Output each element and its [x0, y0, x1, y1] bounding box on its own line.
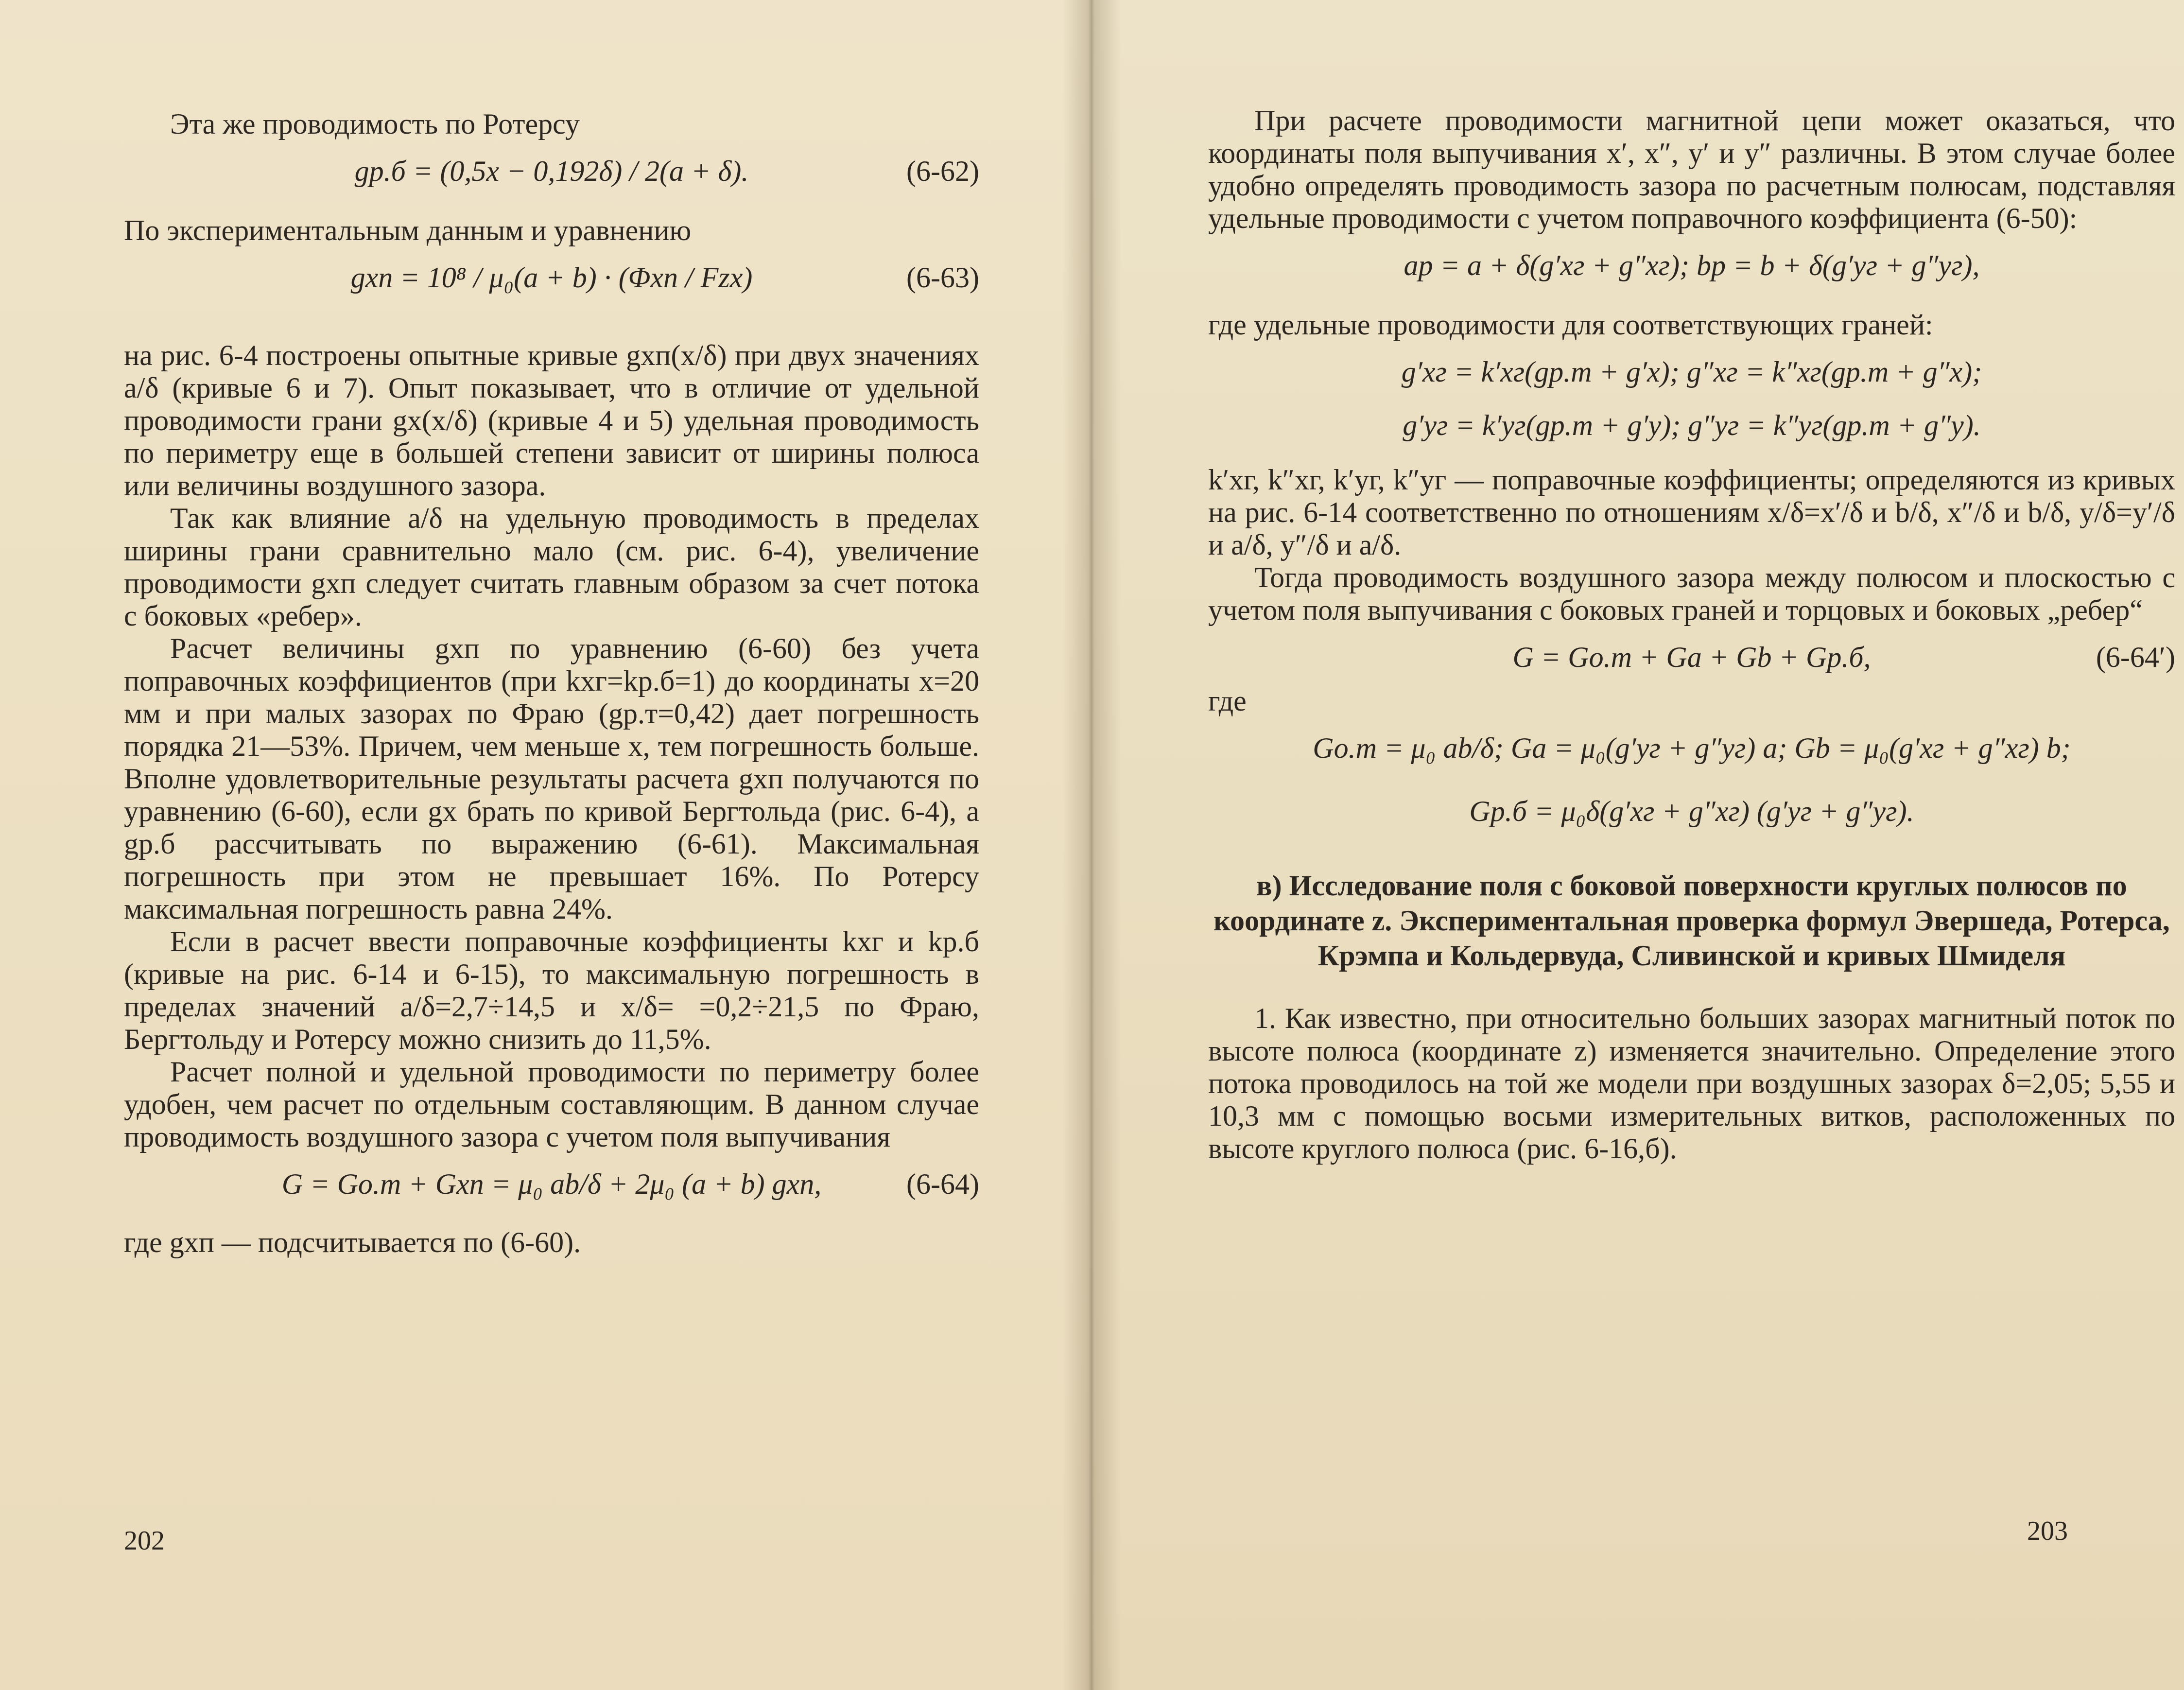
paragraph: Если в расчет ввести поправочные коэффициенты kхг и kр.б (кривые на рис. 6-14 и 6-15), то максимальную погрешность в пределах значений a/δ=2,7÷14,5 и x/δ= =0,2÷21,5 по Фраю, Бергтольду и Ротерсу можно снизить до 11,5%.: [124, 925, 979, 1055]
paragraph: Эта же проводимость по Ротерсу: [170, 108, 580, 140]
paragraph: где gхп — подсчитывается по (6-60).: [124, 1226, 581, 1258]
page-number: 203: [2027, 1516, 2068, 1546]
equation-6-64-prime: [1208, 627, 2175, 685]
equation-number: (6-64): [906, 1168, 979, 1200]
paragraph: Так как влияние a/δ на удельную проводимость в пределах ширины грани сравнительно мало (см. рис. 6-4), увеличение проводимости gхп следует считать главным образом за счет потока с боковых «ребер».: [124, 502, 979, 632]
paragraph: k′xг, k″xг, k′yг, k″yг — поправочные коэффициенты; определяются из кривых на рис. 6-14 соответственно по отношениям x/δ=x′/δ и b/δ, x″/δ и b/δ, y/δ=y′/δ и a/δ, y″/δ и a/δ.: [1208, 464, 2175, 561]
paragraph: 1. Как известно, при относительно больших зазорах магнитный поток по высоте полюса (координате z) изменяется значительно. Определение этого потока проводилось на той же модели при воздушных зазорах δ=2,05; 5,55 и 10,3 мм с помощью восьми измерительных витков, расположенных по высоте круглого полюса (рис. 6-16,б).: [1208, 1002, 2175, 1165]
paragraph: По экспериментальным данным и уравнению: [124, 214, 692, 246]
left-page: [0, 0, 1087, 1690]
paragraph: При расчете проводимости магнитной цепи может оказаться, что координаты поля выпучивания x′, x″, y′ и y″ различны. В этом случае более удобно определять проводимость зазора по расчетным полюсам, подставляя удельные проводимости с учетом поправочного коэффициента (6-50):: [1208, 105, 2175, 234]
equation-number: (6-63): [906, 261, 979, 294]
equation-g2: [1208, 781, 2175, 839]
equation-formula: Gо.т = μ₀ ab/δ; Ga = μ₀(g′yг + g″yг) a; Gb = μ₀(g′xг + g″xг) b;: [1313, 732, 2071, 764]
right-page-text: [1208, 105, 2175, 1165]
equation-gx: [1208, 341, 2175, 395]
equation-formula: gр.б = (0,5x − 0,192δ) / 2(a + δ).: [354, 155, 749, 187]
equation-6-64: [124, 1153, 979, 1226]
page-number: 202: [124, 1526, 165, 1556]
paragraph: Расчет величины gхп по уравнению (6-60) без учета поправочных коэффициентов (при kхг=kр.б=1) до координаты x=20 мм и при малых зазорах по Фраю (gр.т=0,42) дает погрешность порядка 21—53%. Причем, чем меньше x, тем погрешность больше. Вполне удовлетворительные результаты расчета gхп получаются по уравнению (6-60), если gx брать по кривой Бергтольда (рис. 6-4), а gр.б рассчитывать по выражению (6-61). Максимальная погрешность при этом не превышает 16%. По Ротерсу максимальная погрешность равна 24%.: [124, 632, 979, 925]
left-page-text: [124, 108, 979, 1259]
equation-number: (6-64′): [2096, 641, 2175, 673]
equation-gy: [1208, 395, 2175, 453]
equation-formula: Gр.б = μ₀δ(g′xг + g″xг) (g′yг + g″yг).: [1469, 795, 1914, 827]
equation-formula: G = Gо.т + Gхп = μ₀ ab/δ + 2μ₀ (a + b) gхп,: [281, 1168, 822, 1200]
equation-formula: g′xг = k′xг(gр.т + g′x); g″xг = k″xг(gр.т + g″x);: [1401, 356, 1982, 388]
section-heading: в) Исследование поля с боковой поверхности круглых полюсов по координате z. Экспериментальная проверка формул Эвершеда, Ротерса, Крэмпа и Кольдервуда, Сливинской и кривых Шмиделя: [1213, 870, 2170, 972]
equation-formula: g′yг = k′yг(gр.т + g′y); g″yг = k″yг(gр.т + g″y).: [1403, 409, 1981, 441]
equation-g1: [1208, 717, 2175, 781]
equation-formula: aр = a + δ(g′xг + g″xг); bр = b + δ(g′yг + g″yг),: [1404, 249, 1980, 281]
right-page: [1087, 0, 2184, 1690]
equation-formula: G = Gо.т + Ga + Gb + Gр.б,: [1512, 641, 1871, 673]
equation-6-62: [124, 140, 979, 204]
paragraph: Тогда проводимость воздушного зазора между полюсом и плоскостью с учетом поля выпучивания с боковых граней и торцовых и боковых „ребер“: [1208, 561, 2175, 626]
book-gutter: [1062, 0, 1121, 1690]
paragraph: где: [1208, 685, 1247, 717]
equation-ab: [1208, 235, 2175, 298]
equation-6-63: [124, 247, 979, 320]
paragraph: на рис. 6-4 построены опытные кривые gхп(x/δ) при двух значениях a/δ (кривые 6 и 7). Опыт показывает, что в отличие от удельной проводимости грани gx(x/δ) (кривые 4 и 5) удельная проводимость по периметру еще в большей степени зависит от ширины полюса или величины воздушного зазора.: [124, 339, 979, 502]
paragraph: где удельные проводимости для соответствующих граней:: [1208, 309, 1933, 341]
equation-formula: gхп = 10⁸ / μ₀(a + b) · (Φхп / Fzx): [350, 261, 753, 294]
paragraph: Расчет полной и удельной проводимости по периметру более удобен, чем расчет по отдельным составляющим. В данном случае проводимость воздушного зазора с учетом поля выпучивания: [124, 1056, 979, 1153]
equation-number: (6-62): [906, 155, 979, 187]
